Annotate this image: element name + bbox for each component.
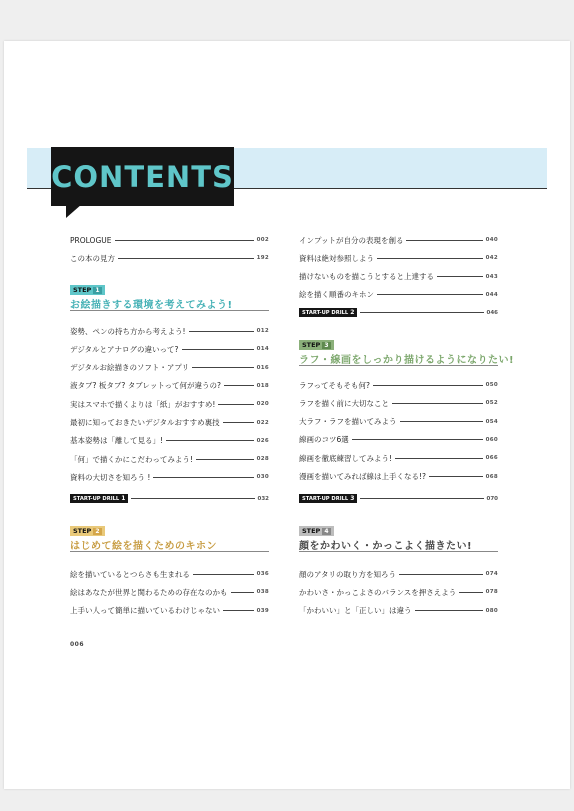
toc-entry-title: PROLOGUE: [70, 235, 112, 245]
toc-entry[interactable]: [299, 270, 498, 284]
toc-entry-page: 020: [256, 401, 269, 408]
step-label: STEP: [302, 527, 321, 535]
toc-entry-page: 039: [256, 607, 269, 614]
toc-entry-title: 液タブ? 板タブ? タブレットって何が違うの?: [70, 381, 222, 391]
step-number: 4: [324, 527, 329, 535]
toc-entry-title: 絵を描いているとつらさも生まれる: [70, 569, 190, 579]
toc-entry[interactable]: [70, 567, 269, 581]
toc-entry-title: 資料の大切さを知ろう !: [70, 472, 151, 482]
toc-entry-title: 「かわいい」と「正しい」は違う: [299, 606, 412, 616]
leader-line: [377, 294, 483, 295]
toc-entry-page: 036: [256, 571, 269, 577]
toc-entry-title: 線画を徹底練習してみよう!: [299, 453, 393, 463]
toc-entry-title: 線画のコツ6選: [299, 435, 349, 445]
toc-entry-title: 資料は絶対参照しよう: [299, 253, 374, 263]
drill-page: 032: [257, 495, 269, 502]
toc-entry-title: デジタルとアナログの違いって?: [70, 344, 179, 354]
leader-line: [429, 476, 483, 477]
toc-entry-title: この本の見方: [70, 253, 115, 263]
toc-entry-page: 052: [485, 400, 498, 407]
drill-number: 1: [121, 495, 126, 502]
toc-entry-title: 漫画を描いてみれば線は上手くなる!?: [299, 472, 426, 481]
toc-entry-title: 上手い人って簡単に描いているわけじゃない: [70, 606, 220, 616]
toc-entry-page: 030: [256, 474, 269, 481]
step-underline: [299, 551, 498, 552]
toc-entry-page: 060: [485, 436, 498, 443]
step-badge: [70, 526, 105, 536]
toc-entry-page: 022: [256, 419, 269, 426]
leader-line: [459, 592, 482, 593]
toc-entry[interactable]: [299, 378, 498, 392]
toc-entry-page: 002: [256, 237, 269, 243]
page-number: 006: [70, 641, 85, 648]
toc-entry-page: 028: [256, 456, 269, 463]
start-up-drill-entry[interactable]: [70, 494, 269, 503]
toc-entry[interactable]: [70, 452, 269, 466]
step-number: 2: [95, 527, 100, 535]
step-badge: [70, 285, 105, 295]
toc-entry-title: 描けないものを描こうとすると上達する: [299, 272, 434, 282]
toc-entry[interactable]: [70, 251, 269, 265]
step-number: 3: [324, 341, 329, 349]
leader-line: [392, 403, 483, 404]
toc-entry-title: 基本姿勢は「離して見る」!: [70, 436, 164, 446]
toc-entry[interactable]: [70, 585, 269, 599]
toc-entry-page: 014: [256, 346, 269, 353]
start-up-drill-entry[interactable]: [299, 308, 498, 317]
toc-entry-page: 018: [256, 382, 269, 389]
toc-entry-title: 「何」で描くかにこだわってみよう!: [70, 454, 193, 464]
toc-entry-title: 大ラフ・ラフを描いてみよう: [299, 417, 397, 427]
drill-label-box: [299, 494, 357, 503]
toc-entry-title: ラフを描く前に大切なこと: [299, 398, 389, 408]
leader-line: [166, 440, 254, 441]
toc-entry[interactable]: [299, 604, 498, 618]
step-heading[interactable]: ラフ・線画をしっかり描けるようになりたい!: [299, 355, 515, 366]
toc-entry[interactable]: [299, 251, 498, 265]
leader-line: [373, 385, 483, 386]
toc-entry-title: 絵を描く順番のキホン: [299, 290, 374, 300]
toc-entry-page: 012: [256, 328, 269, 334]
drill-label-box: [299, 308, 357, 317]
leader-line: [131, 498, 254, 499]
step-label: STEP: [302, 341, 321, 349]
toc-entry-title: 顔のアタリの取り方を知ろう: [299, 569, 396, 579]
step-underline: [70, 551, 269, 552]
leader-line: [223, 422, 254, 423]
toc-entry-title: 絵はあなたが世界と関わるための存在なのかも: [70, 587, 228, 597]
leader-line: [192, 367, 254, 368]
toc-entry-page: 016: [256, 364, 269, 371]
step-number: 1: [95, 286, 100, 294]
toc-entry-page: 038: [256, 589, 269, 596]
toc-entry-page: 192: [256, 255, 269, 262]
step-underline: [299, 365, 498, 366]
leader-line: [196, 459, 254, 460]
toc-entry-page: 042: [485, 255, 498, 262]
leader-line: [395, 458, 483, 459]
leader-line: [223, 610, 254, 611]
toc-entry[interactable]: [70, 416, 269, 430]
toc-entry-page: 043: [485, 273, 498, 280]
leader-line: [406, 240, 482, 241]
step-label: STEP: [73, 286, 92, 294]
leader-line: [399, 574, 483, 575]
drill-label: START-UP DRILL: [73, 495, 120, 502]
drill-number: 3: [350, 495, 355, 502]
leader-line: [193, 574, 254, 575]
toc-entry[interactable]: [70, 233, 269, 247]
leader-line: [153, 477, 253, 478]
toc-entry-title: インプットが自分の表現を創る: [299, 235, 404, 245]
leader-line: [360, 312, 483, 313]
toc-entry-page: 040: [485, 237, 498, 243]
leader-line: [224, 385, 254, 386]
leader-line: [400, 421, 483, 422]
leader-line: [189, 331, 254, 332]
leader-line: [118, 258, 254, 259]
toc-entry[interactable]: [299, 415, 498, 429]
toc-entry[interactable]: [70, 434, 269, 448]
toc-entry[interactable]: [70, 379, 269, 393]
title-speech-tail: [66, 204, 82, 218]
toc-entry-title: デジタルお絵描きのソフト・アプリ: [70, 363, 190, 373]
leader-line: [115, 240, 254, 241]
step-heading[interactable]: お絵描きする環境を考えてみよう!: [70, 300, 233, 311]
step-heading[interactable]: 顔をかわいく・かっこよく描きたい!: [299, 541, 473, 552]
contents-title: CONTENTS: [51, 159, 234, 194]
leader-line: [352, 439, 483, 440]
step-underline: [70, 310, 269, 311]
toc-entry-title: かわいさ・かっこよさのバランスを押さえよう: [299, 587, 457, 597]
toc-entry[interactable]: [70, 324, 269, 338]
toc-entry-page: 050: [485, 382, 498, 388]
toc-entry-page: 068: [485, 473, 498, 480]
toc-entry-page: 078: [485, 589, 498, 596]
leader-line: [437, 276, 483, 277]
drill-page: 070: [486, 495, 498, 502]
leader-line: [360, 498, 483, 499]
toc-entry-title: 実はスマホで描くよりは「紙」がおすすめ!: [70, 399, 216, 409]
toc-entry-page: 044: [485, 291, 498, 298]
step-badge: [299, 526, 334, 536]
toc-entry[interactable]: [70, 361, 269, 375]
drill-number: 2: [350, 309, 355, 316]
toc-entry[interactable]: [299, 288, 498, 302]
toc-entry-title: 最初に知っておきたいデジタルおすすめ裏技: [70, 418, 220, 427]
toc-entry[interactable]: [299, 396, 498, 410]
toc-entry-page: 080: [485, 607, 498, 614]
drill-label-box: [70, 494, 128, 503]
toc-entry[interactable]: [299, 433, 498, 447]
toc-entry-page: 026: [256, 437, 269, 444]
toc-entry-title: 姿勢、ペンの持ち方から考えよう!: [70, 326, 186, 336]
toc-entry[interactable]: [299, 451, 498, 465]
leader-line: [231, 592, 254, 593]
toc-entry[interactable]: [299, 233, 498, 247]
step-label: STEP: [73, 527, 92, 535]
toc-entry[interactable]: [70, 342, 269, 356]
start-up-drill-entry[interactable]: [299, 494, 498, 503]
leader-line: [415, 610, 483, 611]
step-heading[interactable]: はじめて絵を描くためのキホン: [70, 541, 217, 552]
leader-line: [182, 349, 254, 350]
toc-entry-page: 066: [485, 455, 498, 462]
toc-entry-page: 074: [485, 571, 498, 577]
toc-entry[interactable]: [70, 604, 269, 618]
step-badge: [299, 340, 334, 350]
toc-entry[interactable]: [299, 470, 498, 484]
toc-entry-page: 054: [485, 418, 498, 425]
leader-line: [218, 404, 253, 405]
toc-entry[interactable]: [70, 470, 269, 484]
toc-entry[interactable]: [299, 567, 498, 581]
drill-page: 046: [486, 309, 498, 316]
toc-entry[interactable]: [299, 585, 498, 599]
toc-entry-title: ラフってそもそも何?: [299, 380, 371, 390]
drill-label: START-UP DRILL: [302, 309, 349, 316]
drill-label: START-UP DRILL: [302, 495, 349, 502]
toc-entry[interactable]: [70, 397, 269, 411]
leader-line: [377, 258, 483, 259]
